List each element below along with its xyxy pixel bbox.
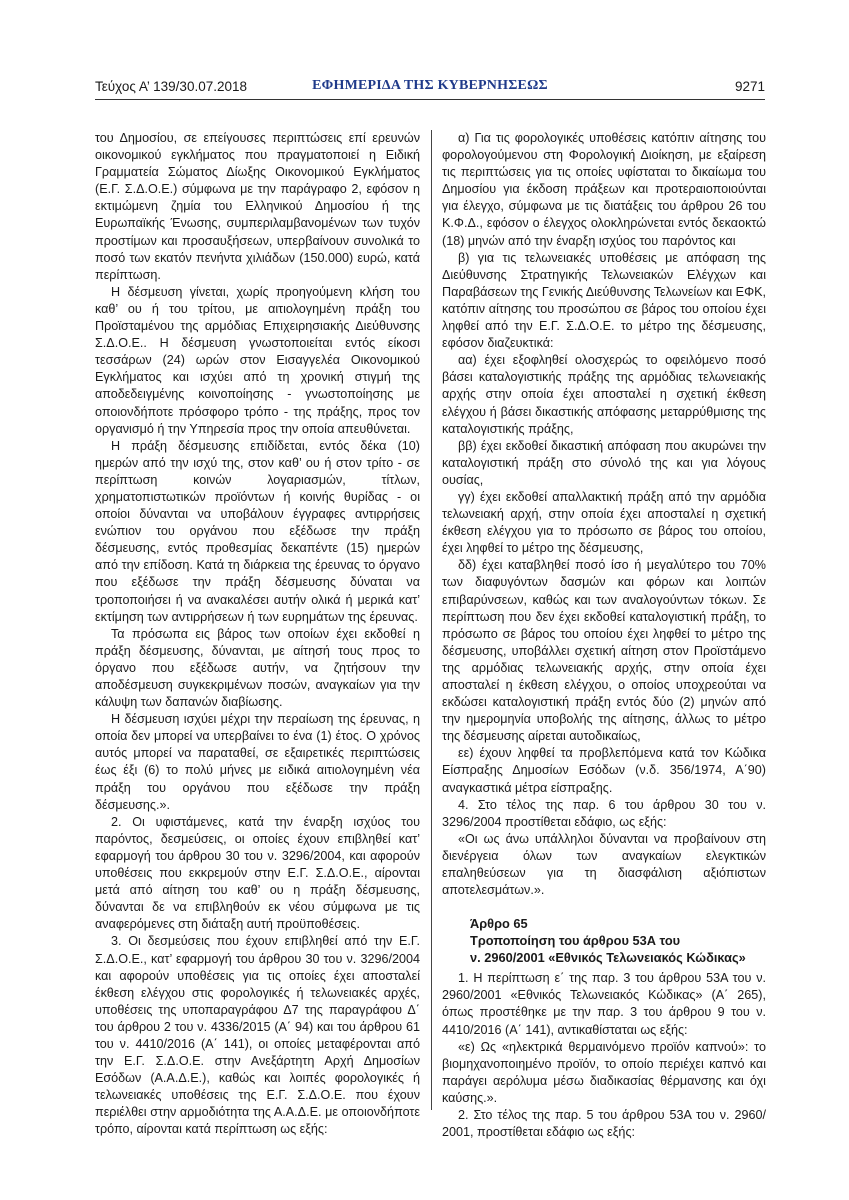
right-column bbox=[442, 130, 766, 1141]
paragraph: «Οι ως άνω υπάλληλοι δύνανται να προβαίνουν στη διενέργεια όλων των αναγκαίων ελεγκτικών επαληθεύσεων για τη διασφάλιση αξιόπιστων αποτελεσμάτων.». bbox=[442, 831, 766, 898]
paragraph: Τα πρόσωπα εις βάρος των οποίων έχει εκδοθεί η πράξη δέσμευσης, δύνανται, με αίτησή τους προς το όργανο που εξέδωσε αυτήν, να ζητήσουν την αποδέσμευση συγκεκριμένων ποσών, αναγκαίων για την κάλυψη των δαπανών διαβίωσης. bbox=[95, 626, 420, 710]
gazette-title: ΕΦΗΜΕΡΙΔΑ ΤΗΣ ΚΥΒΕΡΝΗΣΕΩΣ bbox=[312, 78, 548, 93]
article-heading bbox=[442, 915, 766, 966]
paragraph: Η δέσμευση ισχύει μέχρι την περαίωση της έρευνας, η οποία δεν μπορεί να υπερβαίνει το ένα (1) έτος. Ο χρόνος αυτός μπορεί να παραταθεί, σε εξαιρετικές περιπτώσεις έως έξι (6) το πολύ μήνες με ειδικά αιτιολογημένη νέα πράξη του οργάνου που εξέδωσε την πράξη δέσμευσης.». bbox=[95, 712, 420, 812]
page-header bbox=[95, 77, 765, 100]
article-title: ν. 2960/2001 «Εθνικός Τελωνειακός Κώδικας» bbox=[470, 950, 746, 966]
page-number: 9271 bbox=[734, 79, 765, 94]
paragraph: 1. Η περίπτωση ε΄ της παρ. 3 του άρθρου 53Α του ν. 2960/2001 «Εθνικός Τελωνειακός Κώδικας» (Α΄ 265), όπως προστέθηκε με την παρ. 3 του άρθρου 9 του ν. 4410/2016 (Α΄ 141), αντικαθίσταται ως εξής: bbox=[442, 971, 766, 1037]
article-number: Άρθρο 65 bbox=[470, 916, 528, 932]
paragraph: «ε) Ως «ηλεκτρικά θερμαινόμενο προϊόν καπνού»: το βιομηχανοποιημένο προϊόν, το οποίο περιέχει καπνό και παράγει αερόλυμα μέσω διαδικασίας θέρμανσης και όχι καύσης.». bbox=[442, 1039, 766, 1105]
paragraph: Η δέσμευση γίνεται, χωρίς προηγούμενη κλήση του καθ’ ου ή του τρίτου, με αιτιολογημένη πράξη του Προϊσταμένου της αρμόδιας Επιχειρησιακής Διεύθυνσης Σ.Δ.Ο.Ε.. Η δέσμευση γνωστοποιείται εντός είκοσι τεσσάρων (24) ωρών στον Εισαγγελέα Οικονομικού Εγκλήματος και ισχύει από τη χρονική στιγμή της αποδεδειγμένης κοινοποίησης - γνωστοποίησης με οποιονδήποτε πρόσφορο τρόπο - της πράξης, προς τον οργανισμό ή την Υπηρεσία προς την οποία απευθύνεται. bbox=[95, 284, 420, 436]
article-title: Τροποποίηση του άρθρου 53Α του bbox=[470, 933, 681, 949]
paragraph: εε) έχουν ληφθεί τα προβλεπόμενα κατά τον Κώδικα Είσπραξης Δημοσίων Εσόδων (ν.δ. 356/1974, Α΄90) αναγκαστικά μέτρα είσπραξης. bbox=[442, 746, 766, 795]
paragraph: ββ) έχει εκδοθεί δικαστική απόφαση που ακυρώνει την καταλογιστική πράξη στο σύνολό της και για λόγους ουσίας, bbox=[442, 438, 766, 487]
paragraph: 2. Οι υφιστάμενες, κατά την έναρξη ισχύος του παρόντος, δεσμεύσεις, οι οποίες έχουν επιβληθεί κατ’ εφαρμογή του άρθρου 30 του ν. 3296/2004, και αφορούν υποθέσεις που εκκρεμούν στην Ε.Γ. Σ.Δ.Ο.Ε., αίρονται μετά από αίτηση του καθ’ ου η πράξη δέσμευσης, δύνανται δε να επιβληθούν εκ νέου σύμφωνα με τις αναφερόμενες στη διάταξη αυτή προϋποθέσεις. bbox=[95, 814, 420, 932]
paragraph: α) Για τις φορολογικές υποθέσεις κατόπιν αίτησης του φορολογούμενου στη Φορολογική Διοίκηση, με εξαίρεση τις περιπτώσεις για τις οποίες υφίσταται το δικαίωμα του Δημοσίου για έκδοση πράξεων και προτεραιοποιούνται για έλεγχο, σύμφωνα με τις διατάξεις του άρθρου 26 του Κ.Φ.Δ., εφόσον ο έλεγχος ολοκληρώνεται εντός δεκαοκτώ (18) μηνών από την έναρξη ισχύος του παρόντος και bbox=[442, 131, 766, 248]
left-column bbox=[95, 130, 420, 1139]
column-divider bbox=[431, 130, 432, 1110]
paragraph: γγ) έχει εκδοθεί απαλλακτική πράξη από την αρμόδια τελωνειακή αρχή, στην οποία έχει αποσταλεί η σχετική έκθεση ελέγχου για το πρόσωπο σε βάρος του οποίου, έχει ληφθεί το μέτρο της δέσμευσης, bbox=[442, 489, 766, 556]
paragraph: 2. Στο τέλος της παρ. 5 του άρθρου 53Α του ν. 2960/ 2001, προστίθεται εδάφιο ως εξής: bbox=[442, 1107, 766, 1140]
paragraph: 4. Στο τέλος της παρ. 6 του άρθρου 30 του ν. 3296/2004 προστίθεται εδάφιο, ως εξής: bbox=[442, 797, 766, 829]
paragraph: 3. Οι δεσμεύσεις που έχουν επιβληθεί από την Ε.Γ. Σ.Δ.Ο.Ε., κατ’ εφαρμογή του άρθρου 30 του ν. 3296/2004 και αφορούν υποθέσεις για τις οποίες έχει αποσταλεί έκθεση ελέγχου στις φορολογικές ή τελωνειακές αρχές, υποθέσεις της υποπαραγράφου Δ7 της παραγράφου Δ΄ του άρθρου 2 του ν. 4336/2015 (Α΄ 94) και του άρθρου 61 του ν. 4410/2016 (Α΄ 141), οι οποίες μεταφέρονται από την Ε.Γ. Σ.Δ.Ο.Ε. στην Ανεξάρτητη Αρχή Δημοσίων Εσόδων (Α.Α.Δ.Ε.), καθώς και λοιπές φορολογικές ή τελωνειακές υποθέσεις της Ε.Γ. Σ.Δ.Ο.Ε. που έχουν περιέλθει στην αρμοδιότητα της Α.Α.Δ.Ε. με οποιονδήποτε τρόπο, αίρονται κατά περίπτωση ως εξής: bbox=[95, 934, 420, 1137]
paragraph: δδ) έχει καταβληθεί ποσό ίσο ή μεγαλύτερο του 70% των διαφυγόντων δασμών και φόρων και λοιπών επιβαρύνσεων, καθώς και των αναλογούντων τόκων. Σε περίπτωση που δεν έχει εκδοθεί καταλογιστική πράξη, το πρόσωπο σε βάρος του οποίου έχει ληφθεί το μέτρο της δέσμευσης, υποβάλλει σχετική αίτηση στον Προϊστάμενο της αρμόδιας τελωνειακής αρχής, στην οποία έχει αποσταλεί η έκθεση ελέγχου, ο οποίος υποχρεούται να εκδώσει καταλογιστική πράξη εντός δύο (2) μηνών από την ημερομηνία υποβολής της αίτησης, άλλως το μέτρο της δέσμευσης αίρεται αυτοδικαίως, bbox=[442, 558, 766, 744]
paragraph: β) για τις τελωνειακές υποθέσεις με απόφαση της Διεύθυνσης Στρατηγικής Τελωνειακών Ελέγχων και Παραβάσεων της Γενικής Διεύθυνσης Τελωνείων και ΕΦΚ, κατόπιν αίτησης του προσώπου σε βάρος του οποίου έχει ληφθεί από την Ε.Γ. Σ.Δ.Ο.Ε. το μέτρο της δέσμευσης, εφόσον διαζευκτικά: bbox=[442, 250, 767, 351]
paragraph: του Δημοσίου, σε επείγουσες περιπτώσεις επί ερευνών οικονομικού εγκλήματος που πραγματοποιεί η Ειδική Γραμματεία Σώματος Δίωξης Οικονομικού Εγκλήματος (Ε.Γ. Σ.Δ.Ο.Ε.) σύμφωνα με την παράγραφο 2, εφόσον η εκτιμώμενη ζημία του Ελληνικού Δημοσίου ή της Ευρωπαϊκής Ένωσης, συμπεριλαμβανομένων των τυχόν προστίμων και προσαυξήσεων, υπερβαίνουν συνολικά το ποσό των εκατόν πενήντα χιλιάδων (150.000) ευρώ, κατά περίπτωση. bbox=[95, 131, 420, 282]
issue-number: Τεύχος Α’ 139/30.07.2018 bbox=[95, 79, 248, 94]
paragraph: αα) έχει εξοφληθεί ολοσχερώς το οφειλόμενο ποσό βάσει καταλογιστικής πράξης της αρμόδιας τελωνειακής αρχής στην οποία έχει αποσταλεί η σχετική έκθεση ελέγχου ή βάσει δικαστικής απόφασης μεταρρύθμισης της καταλογιστικής πράξης, bbox=[442, 353, 766, 436]
paragraph: Η πράξη δέσμευσης επιδίδεται, εντός δέκα (10) ημερών από την ισχύ της, στον καθ’ ου ή στον τρίτο - σε περίπτωση κοινών λογαριασμών, τίτλων, χρηματοπιστωτικών προϊόντων ή κοινής θυρίδας - οι οποίοι δύνανται να υποβάλουν έγγραφες αντιρρήσεις ενώπιον του οργάνου που εξέδωσε την πράξη δέσμευσης, εντός προθεσμίας δεκαπέντε (15) ημερών από την επίδοση. Κατά τη διάρκεια της έρευνας το όργανο που εξέδωσε την πράξη δέσμευσης δύναται να τροποποιήσει ή να ανακαλέσει αυτήν ολικά ή μερικά κατ’ εκτίμηση των αντιρρήσεων ή των ευρημάτων της έρευνας. bbox=[95, 438, 420, 624]
